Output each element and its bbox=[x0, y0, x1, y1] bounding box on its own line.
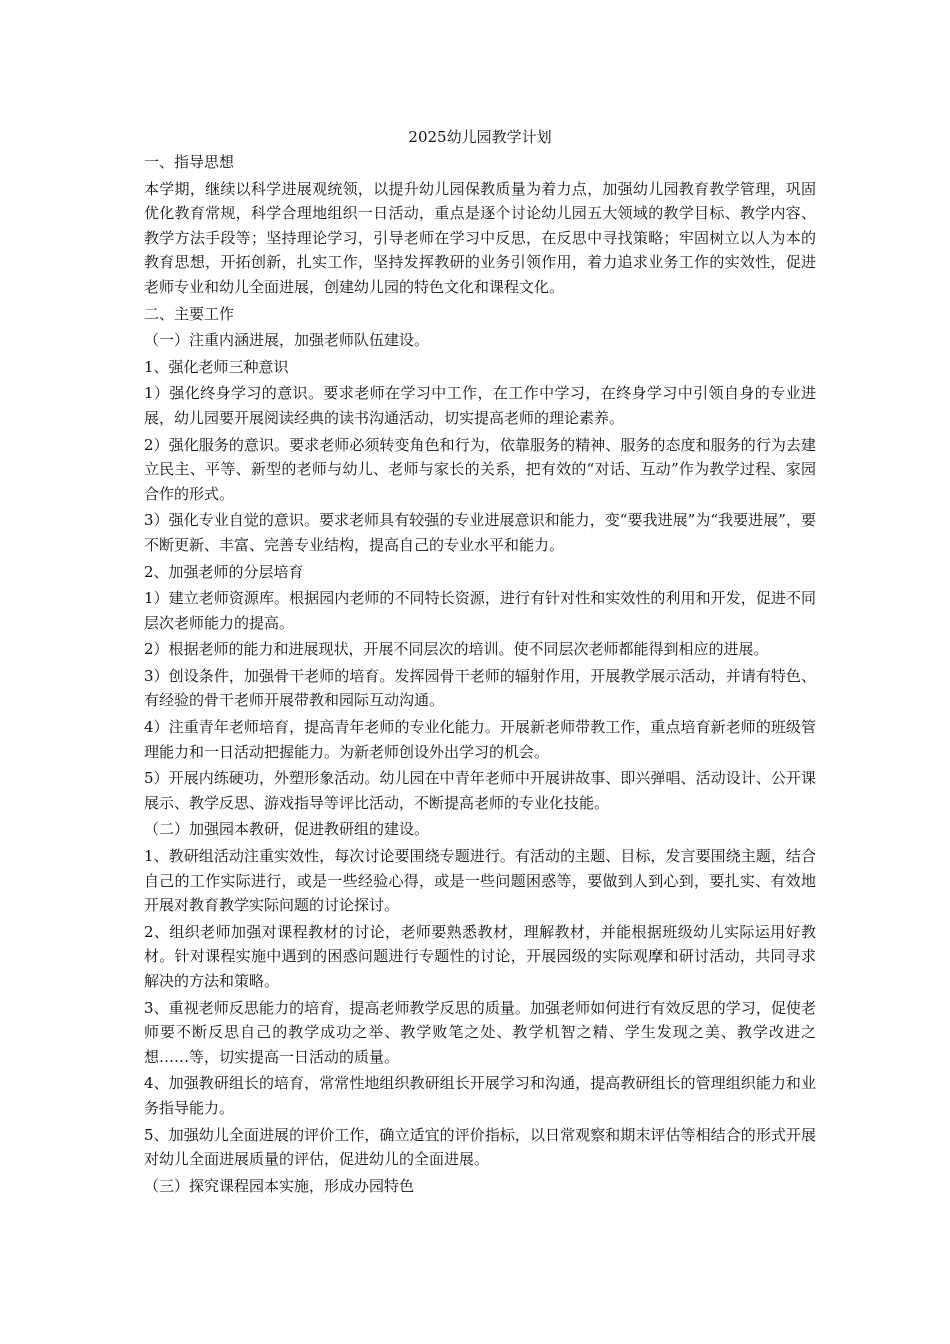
document-paragraph: 1）建立老师资源库。根据园内老师的不同特长资源，进行有针对性和实效性的利用和开发，促进不同层次老师能力的提高。 bbox=[144, 589, 816, 632]
document-paragraph: 二、主要工作 bbox=[144, 304, 235, 323]
document-paragraph: 2）根据老师的能力和进展现状，开展不同层次的培训。使不同层次老师都能得到相应的进展。 bbox=[144, 640, 769, 659]
document-paragraph: 5）开展内练硬功，外塑形象活动。幼儿园在中青年老师中开展讲故事、即兴弹唱、活动设计、公开课展示、教学反思、游戏指导等评比活动，不断提高老师的专业化技能。 bbox=[144, 769, 816, 812]
document-title: 2025幼儿园教学计划 bbox=[408, 128, 552, 146]
document-paragraph: 3、重视老师反思能力的培育，提高老师教学反思的质量。加强老师如何进行有效反思的学习，促使老师要不断反思自己的教学成功之举、教学败笔之处、教学机智之精、学生发现之美、教学改进之想……等，切实提高一日活动的质量。 bbox=[144, 998, 816, 1066]
document-paragraph: 2）强化服务的意识。要求老师必须转变角色和行为，依靠服务的精神、服务的态度和服务的行为去建立民主、平等、新型的老师与幼儿、老师与家长的关系，把有效的“对话、互动”作为教学过程、家园合作的形式。 bbox=[144, 435, 816, 503]
document-paragraph: 本学期，继续以科学进展观统领，以提升幼儿园保教质量为着力点，加强幼儿园教育教学管理，巩固优化教育常规，科学合理地组织一日活动，重点是逐个讨论幼儿园五大领域的教学目标、教学内容、教学方法手段等；坚持理论学习，引导老师在学习中反思，在反思中寻找策略；牢固树立以人为本的教育思想，开拓创新，扎实工作，坚持发挥教研的业务引领作用，着力追求业务工作的实效性，促进老师专业和幼儿全面进展，创建幼儿园的特色文化和课程文化。 bbox=[144, 179, 816, 296]
document-paragraph: 3）创设条件，加强骨干老师的培育。发挥园骨干老师的辐射作用，开展教学展示活动，并请有特色、有经验的骨干老师开展带教和园际互动沟通。 bbox=[144, 666, 816, 710]
document-paragraph: 3）强化专业自觉的意识。要求老师具有较强的专业进展意识和能力，变“要我进展”为“我要进展”，要不断更新、丰富、完善专业结构，提高自己的专业水平和能力。 bbox=[144, 511, 816, 554]
document-paragraph: （一）注重内涵进展，加强老师队伍建设。 bbox=[144, 331, 430, 350]
document-paragraph: （二）加强园本教研，促进教研组的建设。 bbox=[144, 820, 430, 839]
document-paragraph: 1）强化终身学习的意识。要求老师在学习中工作，在工作中学习，在终身学习中引领自身的专业进展，幼儿园要开展阅读经典的读书沟通活动，切实提高老师的理论素养。 bbox=[144, 384, 816, 427]
document-paragraph: 1、教研组活动注重实效性，每次讨论要围绕专题进行。有活动的主题、目标，发言要围绕主题，结合自己的工作实际进行，或是一些经验心得，或是一些问题困惑等，要做到人到心到，要扎实、有效地开展对教育教学实际问题的讨论探讨。 bbox=[144, 847, 816, 915]
document-paragraph: 一、指导思想 bbox=[144, 153, 235, 171]
document-body bbox=[144, 150, 816, 1198]
document-paragraph: 1、强化老师三种意识 bbox=[144, 357, 289, 376]
document-page bbox=[144, 126, 816, 1200]
document-paragraph: 4、加强教研组长的培育，常常性地组织教研组长开展学习和沟通，提高教研组长的管理组织能力和业务指导能力。 bbox=[144, 1074, 816, 1117]
document-paragraph: 4）注重青年老师培育，提高青年老师的专业化能力。开展新老师带教工作，重点培育新老师的班级管理能力和一日活动把握能力。为新老师创设外出学习的机会。 bbox=[144, 718, 816, 761]
document-paragraph: （三）探究课程园本实施，形成办园特色 bbox=[144, 1176, 415, 1195]
document-paragraph: 2、组织老师加强对课程教材的讨论，老师要熟悉教材，理解教材，并能根据班级幼儿实际运用好教材。针对课程实施中遇到的困惑问题进行专题性的讨论，开展园级的实际观摩和研讨活动，共同寻求解决的方法和策略。 bbox=[144, 922, 816, 990]
document-paragraph: 2、加强老师的分层培育 bbox=[144, 562, 304, 581]
document-paragraph: 5、加强幼儿全面进展的评价工作，确立适宜的评价指标，以日常观察和期末评估等相结合的形式开展对幼儿全面进展质量的评估，促进幼儿的全面进展。 bbox=[144, 1125, 816, 1169]
